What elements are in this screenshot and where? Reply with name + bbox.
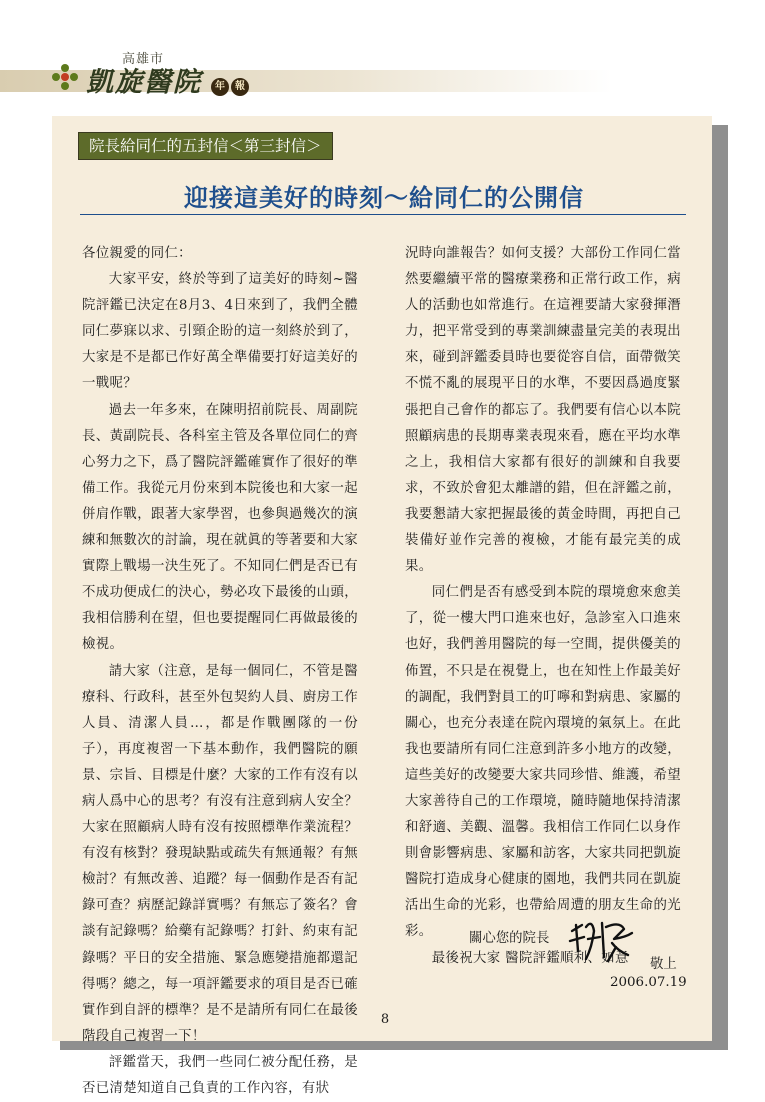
page-number: 8: [380, 1012, 390, 1027]
badge-char: 報: [231, 78, 249, 96]
badge-char: 年: [211, 78, 229, 96]
title-divider: [80, 214, 686, 215]
logo-hospital-name: 凱旋醫院: [86, 67, 202, 98]
closing-wish: 最後祝大家 醫院評鑑順利、如意: [431, 950, 629, 966]
salutation: 各位親愛的同仁：: [82, 246, 192, 261]
article-title: 迎接這美好的時刻～給同仁的公開信: [184, 183, 584, 212]
closing-respect: 敬上: [650, 957, 677, 972]
paragraph: 況時向誰報告？如何支援？大部份工作同仁當然要繼續平常的醫療業務和正常行政工作，病人的活動也如常進行。在這裡要請大家發揮潛力，把平常受到的專業訓練盡量完美的表現出來，碰到評鑑委員時也要從容自信，面帶微笑不慌不亂的展現平日的水準，不要因爲過度緊張把自己會作的都忘了。我們要有信心以本院照顧病患的長期專業表現來看，應在平均水準之上，我相信大家都有很好的訓練和自我要求，不致於會犯太離譜的錯，但在評鑑之前，我要懇請大家把握最後的黃金時間，再把自己裝備好並作完善的複檢，才能有最完美的成果。: [405, 246, 681, 575]
paragraph: 同仁們是否有感受到本院的環境愈來愈美了，從一樓大門口進來也好，急診室入口進來也好，我們善用醫院的每一空間，提供優美的佈置，不只是在視覺上，也在知性上作最美好的調配，我們對員工的叮嚀和對病患、家屬的關心，也充分表達在院內環境的氣氛上。在此我也要請所有同仁注意到許多小地方的改變，這些美好的改變要大家共同珍惜、維護，希望大家善待自己的工作環境，隨時隨地保持清潔和舒適、美觀、溫馨。我相信工作同仁以身作則會影響病患、家屬和訪客，大家共同把凱旋醫院打造成身心健康的園地，我們共同在凱旋活出生命的光彩，也帶給周遭的朋友生命的光彩。: [405, 585, 681, 940]
paragraph: 過去一年多來，在陳明招前院長、周副院長、黃副院長、各科室主管及各單位同仁的齊心努力之下，爲了醫院評鑑確實作了很好的準備工作。我從元月份來到本院後也和大家一起併肩作戰，跟著大家學習，也參與過幾次的演練和無數次的討論，現在就眞的等著要和大家實際上戰場一決生死了。不知同仁們是否已有不成功便成仁的決心，勢必攻下最後的山頭，我相信勝利在望，但也要提醒同仁再做最後的檢視。: [82, 402, 358, 653]
logo-city: 高雄市: [122, 52, 165, 67]
paragraph: 請大家（注意，是每一個同仁，不管是醫療科、行政科，甚至外包契約人員、廚房工作人員、清潔人員…，都是作戰團隊的一份子），再度複習一下基本動作，我們醫院的願景、宗旨、目標是什麼？大家的工作有沒有以病人爲中心的思考？有沒有注意到病人安全？大家在照顧病人時有沒有按照標準作業流程？有沒有核對？發現缺點或疏失有無通報？有無檢討？有無改善、追蹤？每一個動作是否有記錄可查？病歷記錄詳實嗎？有無忘了簽名？會談有記錄嗎？給藥有記錄嗎？打針、約束有記錄嗎？平日的安全措施、緊急應變措施都還記得嗎？總之，每一項評鑑要求的項目是否已確實作到自評的標準？是不是請所有同仁在最後階段自己複習一下！: [82, 663, 358, 1044]
handwritten-signature-icon: [568, 917, 638, 967]
left-column: [82, 241, 358, 1102]
sign-off: 關心您的院長: [469, 931, 550, 946]
paragraph: 評鑑當天，我們一些同仁被分配任務，是否已清楚知道自己負責的工作內容，有狀: [82, 1054, 358, 1096]
letter-date: 2006.07.19: [610, 975, 687, 990]
page-header: [0, 0, 765, 110]
section-tag: 院長給同仁的五封信＜第三封信＞: [78, 132, 333, 160]
annual-report-badge: [211, 78, 249, 96]
right-column: [405, 241, 681, 972]
hospital-logo-icon: [50, 62, 80, 92]
paragraph: 大家平安，終於等到了這美好的時刻~醫院評鑑已決定在8月3、4日來到了，我們全體同仁夢寐以求、引頸企盼的這一刻終於到了，大家是不是都已作好萬全準備要打好這美好的一戰呢？: [82, 272, 358, 392]
